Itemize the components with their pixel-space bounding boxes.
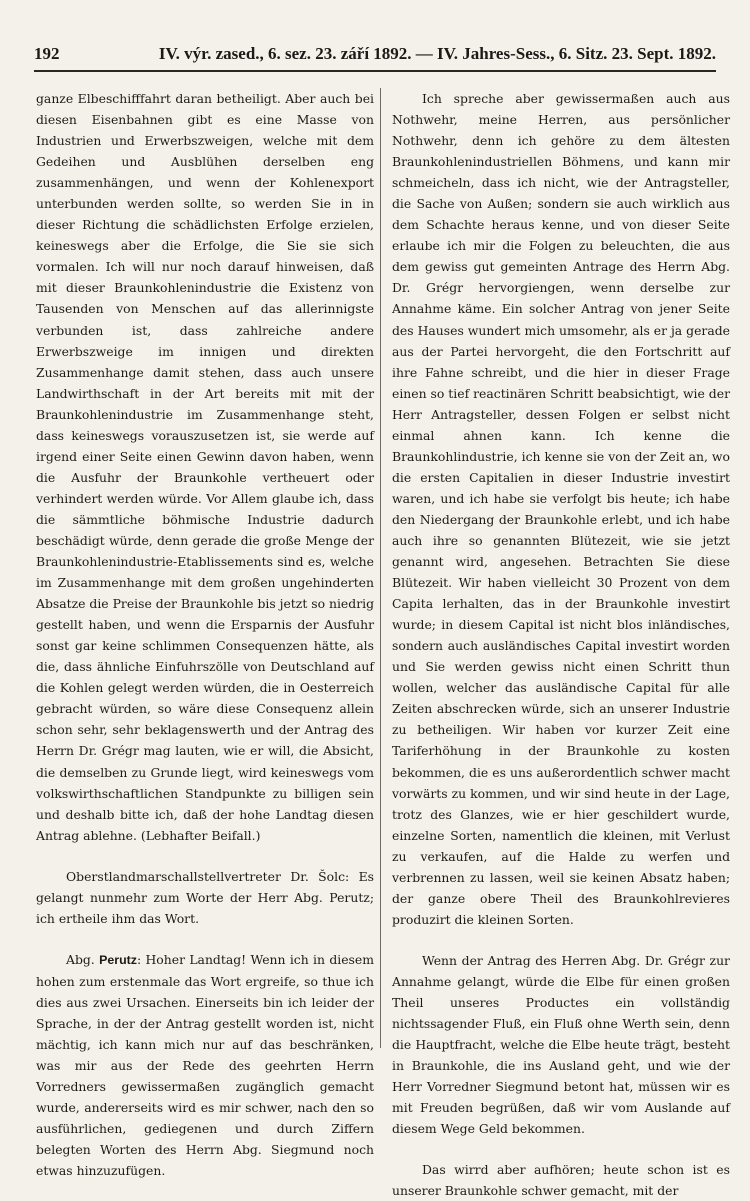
paragraph-text: : Hoher Landtag! Wenn ich in diesem hohen zum erstenmale das Wort ergreife, so thue ich dies aus zwei Ursachen. Einerseits bin ich leider der Sprache, in der der Antrag gestellt worden ist, nicht mächtig, ich kann mich nur auf das beschränken, was mir aus der Rede des geehrten Herrn Vorredners gewissermaßen zugänglich gemacht wurde, andererseits wird es mir schwer, nach den so ausführlichen, gediegenen und durch Ziffern belegten Worten des Herrn Abg. Siegmund noch etwas hinzuzufügen. — [36, 951, 374, 1179]
page-number: 192 — [34, 44, 60, 63]
column-divider — [380, 88, 381, 1048]
paragraph: Oberstlandmarschallstellvertreter Dr. Šolc: Es gelangt nunmehr zum Worte der Herr Abg. Perutz; ich ertheile ihm das Wort. — [36, 868, 374, 926]
paragraph: Ich spreche aber gewissermaßen auch aus Nothwehr, meine Herren, aus persönlicher Nothwehr, denn ich gehöre zu dem ältesten Braunkohlenindustriellen Böhmens, und kann mir schmeicheln, dass ich nicht, wie der Antragsteller, die Sache von Außen; sondern sie auch wirklich aus dem Schachte heraus kenne, und von dieser Seite erlaube ich mir die Folgen zu beleuchten, die aus dem gewiss gut gemeinten Antrage des Herrn Abg. Dr. Grégr hervorgiengen, wenn derselbe zur Annahme käme. Ein solcher Antrag von jener Seite des Hauses wundert mich umsomehr, als er ja gerade aus der Partei hervorgeht, die den Fortschritt auf ihre Fahne schreibt, und die hier in dieser Frage einen so tief reactinären Schritt beabsichtigt, wie der Herr Antragsteller, dessen Folgen er selbst nicht einmal ahnen kann. Ich kenne die Braunkohlindustrie, ich kenne sie von der Zeit an, wo die ersten Capitalien in dieser Industrie investirt waren, und ich habe sie verfolgt bis heute; ich habe den Niedergang der Braunkohle erlebt, und ich habe auch ihre so genannten Blütezeit, wie sie jetzt genannt wird, angesehen. Betrachten Sie diese Blütezeit. Wir haben vielleicht 30 Prozent von dem Capita lerhalten, das in der Braunkohle investirt wurde; in diesem Capital ist nicht blos inländisches, sondern auch ausländisches Capital investirt worden und Sie werden gewiss nicht einen Schritt thun wollen, welcher das ausländische Capital für alle Zeiten abschrecken würde, sich an unserer Industrie zu betheiligen. Wir haben vor kurzer Zeit eine Tariferhöhung in der Braunkohle zu kosten bekommen, die es uns außerordentlich schwer macht vorwärts zu kommen, und wir sind heute in der Lage, trotz des Glanzes, wie er hier geschildert wurde, einzelne Sorten, namentlich die kleinen, mit Verlust zu verkaufen, auf die Halde zu werfen und verbrennen zu lassen, weil sie keinen Absatz haben; der ganze obere Theil des Braunkohlrevieres produzirt die kleinen Sorten. — [392, 91, 730, 927]
speaker-prefix: Abg. — [66, 951, 95, 967]
paragraph: Das wirrd aber aufhören; heute schon ist es unserer Braunkohle schwer gemacht, mit der — [392, 1162, 730, 1199]
page-header — [34, 40, 716, 72]
paragraph: Wenn der Antrag des Herren Abg. Dr. Grégr zur Annahme gelangt, würde die Elbe für einen großen Theil unseres Productes ein vollständig nichtssagender Fluß, ein Fluß ohne Werth sein, denn die Hauptfracht, welche die Elbe heute trägt, besteht in Braunkohle, die ins Ausland geht, und wie der Herr Vorredner Siegmund betont hat, müssen wir es mit Freuden begrüßen, daß wir vom Auslande auf diesem Wege Geld bekommen. — [392, 952, 730, 1137]
left-column — [36, 88, 374, 1181]
speaker-name: Perutz — [99, 952, 137, 967]
paragraph — [36, 949, 374, 1182]
paragraph: ganze Elbeschifffahrt daran betheiligt. Aber auch bei diesen Eisenbahnen gibt es eine Masse von Industrien und Erwerbszweigen, welche mit dem Gedeihen und Ausblühen derselben eng zusammenhängen, und wenn der Kohlenexport unterbunden werden sollte, so werden Sie in in dieser Richtung die schädlichsten Erfolge erzielen, keineswegs aber die Erfolge, die Sie sie sich vormalen. Ich will nur noch darauf hinweisen, daß mit dieser Braunkohlenindustrie die Existenz von Tausenden von Menschen auf das allerinnigste verbunden ist, dass zahlreiche andere Erwerbszweige im innigen und direkten Zusammenhange damit stehen, dass auch unsere Landwirthschaft in der Art bereits mit mit der Braunkohlenindustrie im Zusammenhange steht, dass keineswegs vorauszusetzen ist, sie werde auf irgend einer Seite einen Gewinn davon haben, wenn die Ausfuhr der Braunkohle vertheuert oder verhindert werden würde. Vor Allem glaube ich, dass die sämmtliche böhmische Industrie dadurch beschädigt würde, denn gerade die große Menge der Braunkohlenindustrie-Etablissements sind es, welche im Zusammenhange mit dem großen ungehinderten Absatze die Preise der Braunkohle bis jetzt so niedrig gestellt haben, und wenn die Ersparnis der Ausfuhr sonst gar keine schlimmen Consequenzen hätte, als die, dass ähnliche Einfuhrszölle von Deutschland auf die Kohlen gelegt werden würden, die in Oesterreich gebracht würden, so wäre diese Consequenz allein schon sehr, sehr beklagenswerth und der Antrag des Herrn Dr. Grégr mag lauten, wie er will, die Absicht, die demselben zu Grunde liegt, wird keineswegs vom volkswirthschaftlichen Standpunkte zu billigen sein und deshalb bitte ich, daß der hohe Landtag diesen Antrag ablehne. (Lebhafter Beifall.) — [36, 91, 375, 843]
right-column — [392, 88, 730, 1201]
running-head: IV. výr. zased., 6. sez. 23. září 1892. — IV. Jahres-Sess., 6. Sitz. 23. Sept. 1892. — [158, 44, 716, 63]
